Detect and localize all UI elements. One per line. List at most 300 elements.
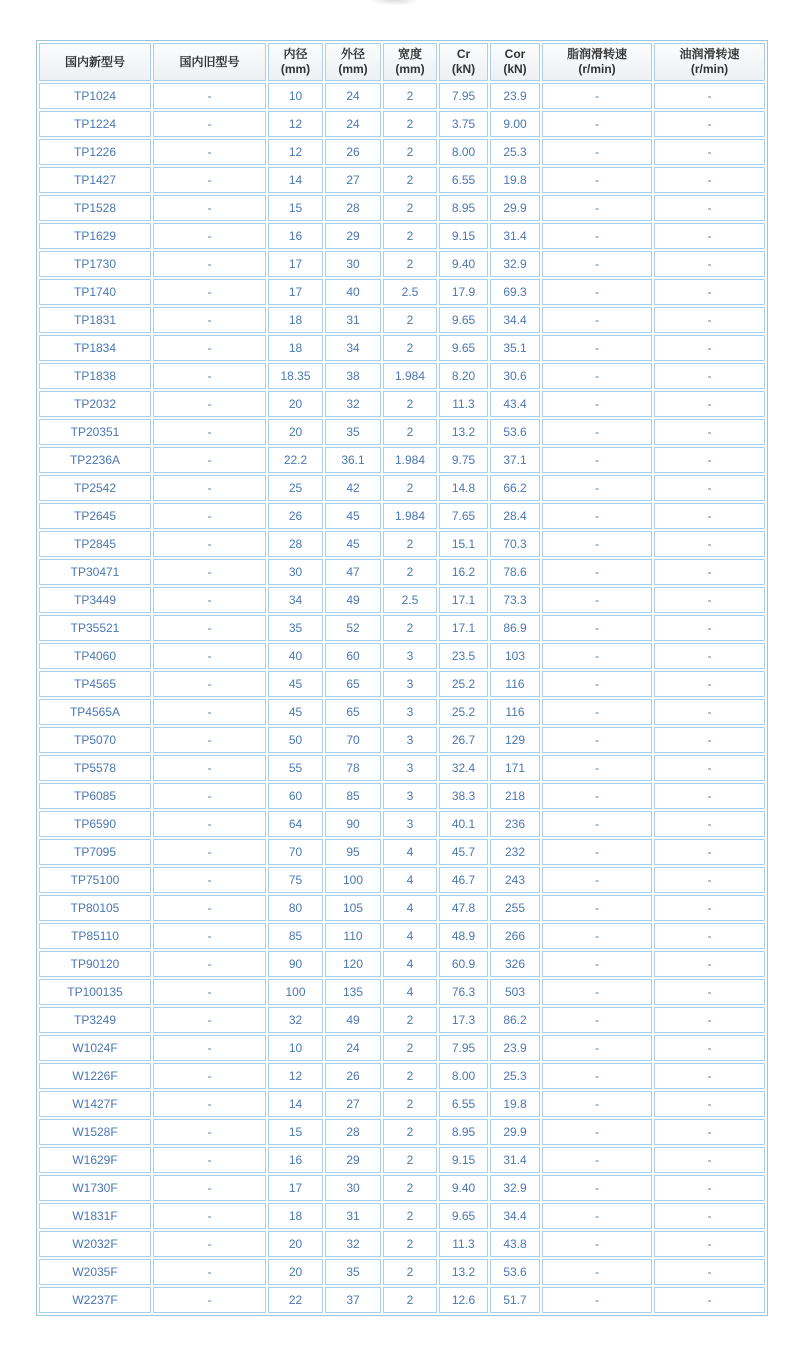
cell-width: 1.984 bbox=[383, 363, 437, 389]
cell-bore: 22.2 bbox=[268, 447, 323, 473]
cell-cor: 23.9 bbox=[490, 1035, 540, 1061]
cell-grease-speed: - bbox=[542, 727, 652, 753]
cell-width: 3 bbox=[383, 671, 437, 697]
cell-outer: 32 bbox=[325, 1231, 381, 1257]
cell-model-new: TP1730 bbox=[39, 251, 151, 277]
header-label-line2: (kN) bbox=[503, 62, 527, 76]
table-row bbox=[39, 167, 765, 193]
cell-model-old: - bbox=[153, 167, 266, 193]
cell-oil-speed: - bbox=[654, 699, 765, 725]
cell-grease-speed: - bbox=[542, 587, 652, 613]
cell-bore: 75 bbox=[268, 867, 323, 893]
cell-cr: 60.9 bbox=[439, 951, 488, 977]
cell-oil-speed: - bbox=[654, 923, 765, 949]
table-row bbox=[39, 1203, 765, 1229]
cell-model-old: - bbox=[153, 111, 266, 137]
cell-width: 3 bbox=[383, 783, 437, 809]
cell-bore: 30 bbox=[268, 559, 323, 585]
cell-cr: 76.3 bbox=[439, 979, 488, 1005]
cell-grease-speed: - bbox=[542, 1203, 652, 1229]
cell-model-new: W1629F bbox=[39, 1147, 151, 1173]
cell-cor: 29.9 bbox=[490, 1119, 540, 1145]
cell-model-old: - bbox=[153, 363, 266, 389]
cell-outer: 60 bbox=[325, 643, 381, 669]
cell-oil-speed: - bbox=[654, 755, 765, 781]
cell-oil-speed: - bbox=[654, 1007, 765, 1033]
cell-model-new: TP80105 bbox=[39, 895, 151, 921]
cell-model-new: TP75100 bbox=[39, 867, 151, 893]
cell-grease-speed: - bbox=[542, 1147, 652, 1173]
cell-cr: 3.75 bbox=[439, 111, 488, 137]
table-row bbox=[39, 83, 765, 109]
cell-outer: 26 bbox=[325, 139, 381, 165]
table-row bbox=[39, 1147, 765, 1173]
cell-cor: 23.9 bbox=[490, 83, 540, 109]
cell-width: 2 bbox=[383, 111, 437, 137]
cell-model-old: - bbox=[153, 1007, 266, 1033]
cell-bore: 22 bbox=[268, 1287, 323, 1313]
cell-grease-speed: - bbox=[542, 1007, 652, 1033]
cell-width: 2 bbox=[383, 335, 437, 361]
table-row bbox=[39, 1007, 765, 1033]
cell-model-old: - bbox=[153, 1203, 266, 1229]
cell-width: 1.984 bbox=[383, 503, 437, 529]
cell-model-new: TP5578 bbox=[39, 755, 151, 781]
cell-grease-speed: - bbox=[542, 811, 652, 837]
cell-model-old: - bbox=[153, 1259, 266, 1285]
table-row bbox=[39, 559, 765, 585]
header-label-line1: 内径 bbox=[283, 47, 308, 61]
cell-grease-speed: - bbox=[542, 1287, 652, 1313]
column-header-cor bbox=[490, 43, 540, 81]
cell-cor: 326 bbox=[490, 951, 540, 977]
cell-bore: 85 bbox=[268, 923, 323, 949]
cell-oil-speed: - bbox=[654, 895, 765, 921]
cell-width: 4 bbox=[383, 979, 437, 1005]
cell-width: 2 bbox=[383, 1287, 437, 1313]
cell-cor: 116 bbox=[490, 699, 540, 725]
cell-width: 2 bbox=[383, 1035, 437, 1061]
cell-bore: 17 bbox=[268, 279, 323, 305]
cell-cr: 13.2 bbox=[439, 419, 488, 445]
cell-model-new: TP4060 bbox=[39, 643, 151, 669]
cell-width: 2 bbox=[383, 1007, 437, 1033]
cell-model-old: - bbox=[153, 895, 266, 921]
cell-bore: 34 bbox=[268, 587, 323, 613]
cell-cor: 30.6 bbox=[490, 363, 540, 389]
cell-model-new: W1427F bbox=[39, 1091, 151, 1117]
cell-bore: 50 bbox=[268, 727, 323, 753]
cell-model-new: TP2645 bbox=[39, 503, 151, 529]
cell-oil-speed: - bbox=[654, 111, 765, 137]
cell-oil-speed: - bbox=[654, 1259, 765, 1285]
cell-model-old: - bbox=[153, 223, 266, 249]
cell-oil-speed: - bbox=[654, 503, 765, 529]
cell-cr: 14.8 bbox=[439, 475, 488, 501]
cell-cor: 129 bbox=[490, 727, 540, 753]
cell-model-old: - bbox=[153, 279, 266, 305]
cell-oil-speed: - bbox=[654, 1035, 765, 1061]
header-label-line2: (mm) bbox=[395, 62, 425, 76]
table-row bbox=[39, 111, 765, 137]
header-label-line1: Cr bbox=[456, 47, 471, 61]
header-label-line2: (mm) bbox=[280, 62, 311, 76]
cell-outer: 37 bbox=[325, 1287, 381, 1313]
cell-cor: 171 bbox=[490, 755, 540, 781]
cell-outer: 49 bbox=[325, 1007, 381, 1033]
cell-cr: 17.9 bbox=[439, 279, 488, 305]
cell-model-new: TP3249 bbox=[39, 1007, 151, 1033]
cell-outer: 42 bbox=[325, 475, 381, 501]
cell-cr: 46.7 bbox=[439, 867, 488, 893]
table-row bbox=[39, 811, 765, 837]
cell-model-old: - bbox=[153, 839, 266, 865]
cell-grease-speed: - bbox=[542, 839, 652, 865]
cell-outer: 95 bbox=[325, 839, 381, 865]
cell-cr: 9.75 bbox=[439, 447, 488, 473]
cell-cr: 32.4 bbox=[439, 755, 488, 781]
cell-model-new: TP2542 bbox=[39, 475, 151, 501]
cell-width: 3 bbox=[383, 699, 437, 725]
cell-cr: 11.3 bbox=[439, 1231, 488, 1257]
header-label-line1: 油润滑转速 bbox=[679, 47, 740, 61]
cell-bore: 45 bbox=[268, 671, 323, 697]
table-row bbox=[39, 419, 765, 445]
cell-grease-speed: - bbox=[542, 699, 652, 725]
cell-oil-speed: - bbox=[654, 279, 765, 305]
cell-model-new: TP1629 bbox=[39, 223, 151, 249]
column-header-oil-speed bbox=[654, 43, 765, 81]
cell-model-old: - bbox=[153, 811, 266, 837]
cell-model-new: TP100135 bbox=[39, 979, 151, 1005]
column-header-grease-speed bbox=[542, 43, 652, 81]
cell-outer: 135 bbox=[325, 979, 381, 1005]
cell-width: 2 bbox=[383, 1175, 437, 1201]
cell-bore: 100 bbox=[268, 979, 323, 1005]
cell-oil-speed: - bbox=[654, 363, 765, 389]
cell-outer: 24 bbox=[325, 111, 381, 137]
cell-outer: 90 bbox=[325, 811, 381, 837]
table-row bbox=[39, 1119, 765, 1145]
cell-model-new: TP1831 bbox=[39, 307, 151, 333]
cell-bore: 12 bbox=[268, 1063, 323, 1089]
cell-model-new: TP90120 bbox=[39, 951, 151, 977]
cell-cor: 9.00 bbox=[490, 111, 540, 137]
cell-oil-speed: - bbox=[654, 391, 765, 417]
cell-bore: 10 bbox=[268, 83, 323, 109]
cell-model-new: TP1427 bbox=[39, 167, 151, 193]
cell-outer: 70 bbox=[325, 727, 381, 753]
cell-model-new: TP30471 bbox=[39, 559, 151, 585]
header-label-line1: 脂润滑转速 bbox=[566, 47, 627, 61]
cell-model-old: - bbox=[153, 1119, 266, 1145]
cell-cor: 70.3 bbox=[490, 531, 540, 557]
cell-bore: 60 bbox=[268, 783, 323, 809]
cell-model-old: - bbox=[153, 783, 266, 809]
cell-grease-speed: - bbox=[542, 951, 652, 977]
cell-bore: 10 bbox=[268, 1035, 323, 1061]
table-row bbox=[39, 279, 765, 305]
cell-model-new: W2035F bbox=[39, 1259, 151, 1285]
cell-outer: 47 bbox=[325, 559, 381, 585]
cell-model-old: - bbox=[153, 615, 266, 641]
cell-bore: 12 bbox=[268, 139, 323, 165]
cell-width: 3 bbox=[383, 643, 437, 669]
table-row bbox=[39, 195, 765, 221]
cell-outer: 30 bbox=[325, 1175, 381, 1201]
header-label-line2: (mm) bbox=[338, 62, 368, 76]
cell-bore: 32 bbox=[268, 1007, 323, 1033]
cell-bore: 16 bbox=[268, 1147, 323, 1173]
cell-bore: 45 bbox=[268, 699, 323, 725]
cell-oil-speed: - bbox=[654, 951, 765, 977]
cell-cr: 17.1 bbox=[439, 587, 488, 613]
cell-oil-speed: - bbox=[654, 531, 765, 557]
cell-bore: 18 bbox=[268, 1203, 323, 1229]
cell-oil-speed: - bbox=[654, 195, 765, 221]
cell-outer: 31 bbox=[325, 1203, 381, 1229]
cell-oil-speed: - bbox=[654, 251, 765, 277]
cell-width: 3 bbox=[383, 811, 437, 837]
cell-cor: 43.4 bbox=[490, 391, 540, 417]
table-row bbox=[39, 643, 765, 669]
table-row bbox=[39, 307, 765, 333]
cell-outer: 38 bbox=[325, 363, 381, 389]
cell-cr: 8.95 bbox=[439, 195, 488, 221]
cell-cr: 6.55 bbox=[439, 167, 488, 193]
cell-model-old: - bbox=[153, 195, 266, 221]
cell-cr: 11.3 bbox=[439, 391, 488, 417]
cell-model-new: TP1224 bbox=[39, 111, 151, 137]
cell-cr: 23.5 bbox=[439, 643, 488, 669]
cell-width: 2 bbox=[383, 1203, 437, 1229]
cell-oil-speed: - bbox=[654, 671, 765, 697]
table-row bbox=[39, 1063, 765, 1089]
header-label-line1: 外径 bbox=[340, 47, 365, 61]
cell-outer: 27 bbox=[325, 1091, 381, 1117]
cell-model-old: - bbox=[153, 1231, 266, 1257]
cell-cor: 86.2 bbox=[490, 1007, 540, 1033]
cell-outer: 105 bbox=[325, 895, 381, 921]
cell-model-old: - bbox=[153, 475, 266, 501]
cell-model-old: - bbox=[153, 307, 266, 333]
cell-model-new: TP4565A bbox=[39, 699, 151, 725]
cell-width: 4 bbox=[383, 867, 437, 893]
cell-model-old: - bbox=[153, 335, 266, 361]
cell-oil-speed: - bbox=[654, 1119, 765, 1145]
cell-model-old: - bbox=[153, 559, 266, 585]
cell-model-old: - bbox=[153, 419, 266, 445]
table-row bbox=[39, 335, 765, 361]
cell-cor: 232 bbox=[490, 839, 540, 865]
cell-grease-speed: - bbox=[542, 111, 652, 137]
cell-model-new: TP1834 bbox=[39, 335, 151, 361]
cell-cr: 9.40 bbox=[439, 1175, 488, 1201]
cell-outer: 28 bbox=[325, 1119, 381, 1145]
cell-cr: 16.2 bbox=[439, 559, 488, 585]
cell-cor: 86.9 bbox=[490, 615, 540, 641]
header-label-line1: 国内旧型号 bbox=[179, 54, 240, 69]
cell-cr: 47.8 bbox=[439, 895, 488, 921]
cell-cor: 53.6 bbox=[490, 419, 540, 445]
cell-cr: 17.1 bbox=[439, 615, 488, 641]
table-row bbox=[39, 727, 765, 753]
cell-model-old: - bbox=[153, 139, 266, 165]
cell-width: 2 bbox=[383, 1063, 437, 1089]
table-row bbox=[39, 391, 765, 417]
cell-cor: 37.1 bbox=[490, 447, 540, 473]
cell-outer: 27 bbox=[325, 167, 381, 193]
cell-width: 2 bbox=[383, 1119, 437, 1145]
cell-outer: 24 bbox=[325, 83, 381, 109]
cell-model-old: - bbox=[153, 643, 266, 669]
cell-width: 2 bbox=[383, 223, 437, 249]
cell-model-old: - bbox=[153, 671, 266, 697]
column-header-width bbox=[383, 43, 437, 81]
cell-model-new: TP1528 bbox=[39, 195, 151, 221]
cell-width: 2 bbox=[383, 1147, 437, 1173]
table-body bbox=[39, 83, 765, 1313]
cell-cr: 7.95 bbox=[439, 83, 488, 109]
cell-cr: 9.15 bbox=[439, 1147, 488, 1173]
cell-cor: 78.6 bbox=[490, 559, 540, 585]
cell-model-old: - bbox=[153, 531, 266, 557]
cell-bore: 80 bbox=[268, 895, 323, 921]
cell-bore: 25 bbox=[268, 475, 323, 501]
table-row bbox=[39, 1259, 765, 1285]
cell-cr: 7.95 bbox=[439, 1035, 488, 1061]
cell-grease-speed: - bbox=[542, 867, 652, 893]
cell-outer: 31 bbox=[325, 307, 381, 333]
cell-model-new: W1831F bbox=[39, 1203, 151, 1229]
cell-grease-speed: - bbox=[542, 1119, 652, 1145]
cell-grease-speed: - bbox=[542, 391, 652, 417]
cell-cr: 8.00 bbox=[439, 1063, 488, 1089]
cell-grease-speed: - bbox=[542, 1091, 652, 1117]
cell-grease-speed: - bbox=[542, 1063, 652, 1089]
cell-oil-speed: - bbox=[654, 1231, 765, 1257]
cell-model-new: W1528F bbox=[39, 1119, 151, 1145]
cell-outer: 45 bbox=[325, 531, 381, 557]
cell-cor: 53.6 bbox=[490, 1259, 540, 1285]
cell-outer: 29 bbox=[325, 1147, 381, 1173]
cell-width: 4 bbox=[383, 895, 437, 921]
cell-width: 3 bbox=[383, 727, 437, 753]
cell-grease-speed: - bbox=[542, 755, 652, 781]
cell-outer: 65 bbox=[325, 699, 381, 725]
table-row bbox=[39, 951, 765, 977]
cell-width: 4 bbox=[383, 923, 437, 949]
cell-bore: 15 bbox=[268, 1119, 323, 1145]
cell-outer: 85 bbox=[325, 783, 381, 809]
table-row bbox=[39, 587, 765, 613]
cell-model-old: - bbox=[153, 1175, 266, 1201]
cell-cr: 40.1 bbox=[439, 811, 488, 837]
cell-cor: 35.1 bbox=[490, 335, 540, 361]
cell-grease-speed: - bbox=[542, 447, 652, 473]
cell-cor: 255 bbox=[490, 895, 540, 921]
cell-model-new: TP6085 bbox=[39, 783, 151, 809]
cell-outer: 40 bbox=[325, 279, 381, 305]
cell-model-new: W2032F bbox=[39, 1231, 151, 1257]
cell-model-new: TP85110 bbox=[39, 923, 151, 949]
cell-oil-speed: - bbox=[654, 643, 765, 669]
cell-oil-speed: - bbox=[654, 979, 765, 1005]
header-label-line2: (r/min) bbox=[690, 62, 729, 76]
cell-width: 4 bbox=[383, 951, 437, 977]
cell-outer: 65 bbox=[325, 671, 381, 697]
cell-cr: 45.7 bbox=[439, 839, 488, 865]
cell-grease-speed: - bbox=[542, 251, 652, 277]
cell-outer: 29 bbox=[325, 223, 381, 249]
cell-outer: 30 bbox=[325, 251, 381, 277]
cell-grease-speed: - bbox=[542, 979, 652, 1005]
cell-model-new: TP4565 bbox=[39, 671, 151, 697]
cell-grease-speed: - bbox=[542, 279, 652, 305]
cell-cor: 34.4 bbox=[490, 307, 540, 333]
cell-cr: 12.6 bbox=[439, 1287, 488, 1313]
cell-cor: 66.2 bbox=[490, 475, 540, 501]
cell-cor: 236 bbox=[490, 811, 540, 837]
cell-cor: 32.9 bbox=[490, 1175, 540, 1201]
cell-model-new: TP2845 bbox=[39, 531, 151, 557]
cell-oil-speed: - bbox=[654, 1091, 765, 1117]
cell-width: 2 bbox=[383, 1231, 437, 1257]
cell-grease-speed: - bbox=[542, 503, 652, 529]
cell-oil-speed: - bbox=[654, 1175, 765, 1201]
column-header-model-new bbox=[39, 43, 151, 81]
cell-cor: 32.9 bbox=[490, 251, 540, 277]
table-row bbox=[39, 867, 765, 893]
cell-oil-speed: - bbox=[654, 223, 765, 249]
table-row bbox=[39, 615, 765, 641]
cell-outer: 100 bbox=[325, 867, 381, 893]
cell-grease-speed: - bbox=[542, 783, 652, 809]
cell-model-old: - bbox=[153, 867, 266, 893]
header-row bbox=[39, 43, 765, 81]
cell-outer: 35 bbox=[325, 419, 381, 445]
cell-bore: 20 bbox=[268, 391, 323, 417]
cell-model-new: TP1838 bbox=[39, 363, 151, 389]
cell-cor: 25.3 bbox=[490, 139, 540, 165]
cell-model-new: TP2236A bbox=[39, 447, 151, 473]
cell-model-old: - bbox=[153, 979, 266, 1005]
cell-grease-speed: - bbox=[542, 895, 652, 921]
cell-oil-speed: - bbox=[654, 1287, 765, 1313]
cell-width: 2.5 bbox=[383, 279, 437, 305]
cell-outer: 120 bbox=[325, 951, 381, 977]
cell-grease-speed: - bbox=[542, 559, 652, 585]
cell-bore: 20 bbox=[268, 419, 323, 445]
cell-model-old: - bbox=[153, 1063, 266, 1089]
cell-cor: 19.8 bbox=[490, 167, 540, 193]
cell-bore: 55 bbox=[268, 755, 323, 781]
cell-grease-speed: - bbox=[542, 83, 652, 109]
cell-bore: 17 bbox=[268, 251, 323, 277]
cell-grease-speed: - bbox=[542, 531, 652, 557]
table-row bbox=[39, 475, 765, 501]
cell-width: 2 bbox=[383, 419, 437, 445]
cell-cr: 25.2 bbox=[439, 671, 488, 697]
table-row bbox=[39, 699, 765, 725]
table-row bbox=[39, 447, 765, 473]
cropped-image-artifact bbox=[372, 0, 418, 5]
cell-grease-speed: - bbox=[542, 1259, 652, 1285]
header-label-line1: Cor bbox=[504, 47, 526, 61]
cell-width: 3 bbox=[383, 755, 437, 781]
cell-width: 2 bbox=[383, 251, 437, 277]
cell-oil-speed: - bbox=[654, 1147, 765, 1173]
